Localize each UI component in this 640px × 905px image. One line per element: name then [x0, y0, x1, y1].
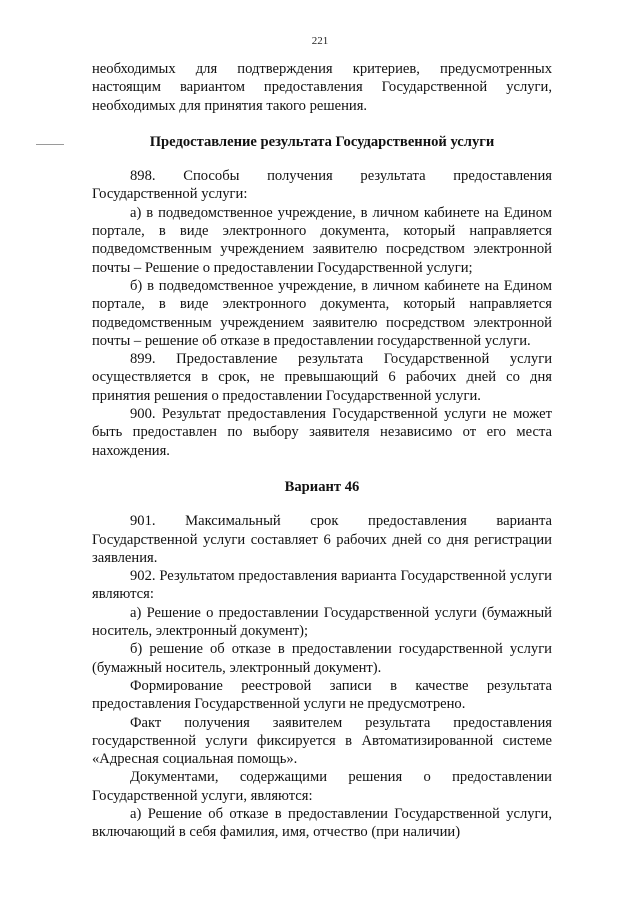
paragraph-docs-a: а) Решение об отказе в предоставлении Государственной услуги, включающий в себя фамилия, имя, отчество (при наличии) — [92, 805, 552, 841]
heading-variant: Вариант 46 — [284, 478, 360, 495]
paragraph-902-b: б) решение об отказе в предоставлении государственной услуги (бумажный носитель, электронный документ). — [92, 641, 552, 676]
paragraph-docs: Документами, содержащими решения о предоставлении Государственной услуги, являются: — [92, 769, 552, 804]
paragraph-902-a: а) Решение о предоставлении Государственной услуги (бумажный носитель, электронный документ); — [92, 604, 552, 640]
paragraph-898-a: а) в подведомственное учреждение, в личном кабинете на Едином портале, в виде электронного документа, который направляется подведомственным учреждением заявителю посредством электронной почты – Решение о предоставлении Государственной услуги; — [92, 204, 552, 276]
paragraph-899: 899. Предоставление результата Государственной услуги осуществляется в срок, не превышающий 6 рабочих дней со дня принятия решения о предоставлении Государственной услуги. — [92, 351, 552, 404]
paragraph-fact: Факт получения заявителем результата предоставления государственной услуги фиксируется в Автоматизированной системе «Адресная социальная помощь». — [92, 714, 552, 768]
heading-result: Предоставление результата Государственной услуги — [149, 133, 495, 150]
paragraph-898: 898. Способы получения результата предоставления Государственной услуги: — [92, 168, 552, 203]
paragraph-898-b: б) в подведомственное учреждение, в личном кабинете на Едином портале, в виде электронного документа, который направляется подведомственным учреждением заявителю посредством электронной почты – решение об отказе в предоставлении государственной услуги. — [92, 277, 552, 349]
paragraph-900: 900. Результат предоставления Государственной услуги не может быть предоставлен по выбору заявителя независимо от его места нахождения. — [92, 406, 552, 459]
page-number: 221 — [311, 35, 329, 47]
paragraph-intro: необходимых для подтверждения критериев, предусмотренных настоящим вариантом предоставления Государственной услуги, необходимых для принятия такого решения. — [92, 61, 552, 114]
paragraph-registry: Формирование реестровой записи в качестве результата предоставления Государственной услуги не предусмотрено. — [92, 677, 552, 713]
document-body — [92, 60, 552, 842]
margin-mark — [36, 144, 64, 145]
paragraph-901: 901. Максимальный срок предоставления варианта Государственной услуги составляет 6 рабочих дней со дня регистрации заявления. — [92, 513, 552, 566]
paragraph-902: 902. Результатом предоставления варианта Государственной услуги являются: — [92, 568, 552, 603]
